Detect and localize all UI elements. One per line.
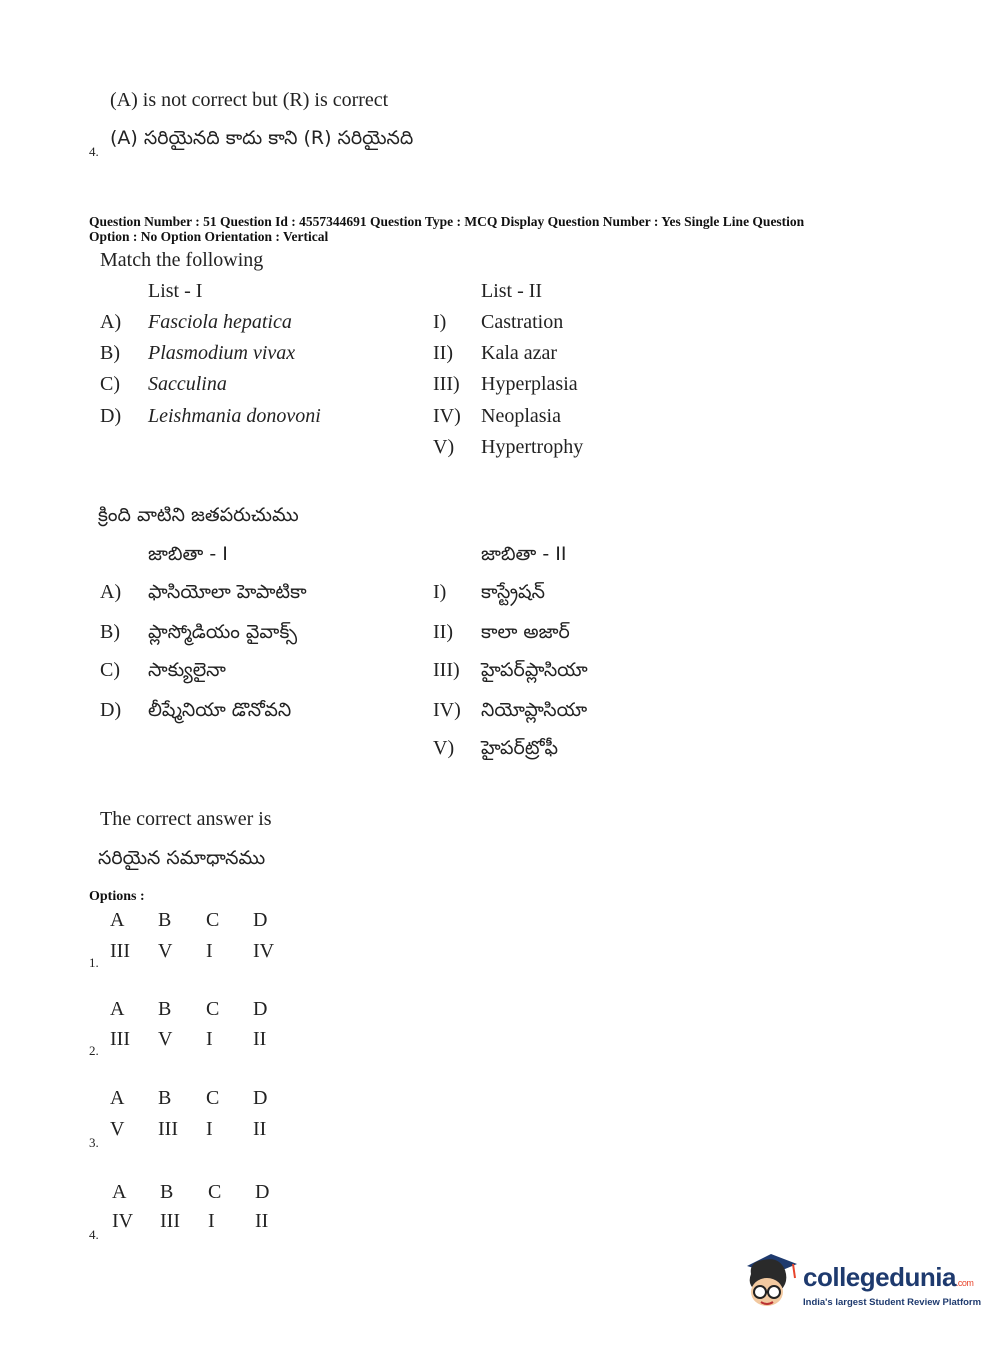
option-value: I: [206, 1028, 213, 1050]
question-prompt-english: Match the following: [100, 249, 264, 271]
logo-suffix: .com: [955, 1278, 974, 1288]
option-header: C: [208, 1181, 222, 1203]
list2-item: హైపర్‌ట్రోఫీ: [481, 737, 559, 759]
list2-item: Hypertrophy: [481, 436, 584, 458]
list1-label: D): [100, 699, 122, 721]
question-meta-line1: Question Number : 51 Question Id : 4557344691 Question Type : MCQ Display Question Number : Yes Single Line Question: [89, 214, 805, 229]
option-header: D: [253, 909, 268, 931]
prev-option-telugu: (A) సరియైనది కాదు కాని (R) సరియైనది: [110, 127, 414, 149]
list2-label: IV): [433, 699, 461, 721]
list2-item: కాస్ట్రేషన్: [481, 581, 545, 603]
list2-item: Hyperplasia: [481, 373, 578, 395]
list1-label: B): [100, 621, 120, 643]
list2-header: List - II: [481, 280, 543, 302]
option-value: III: [160, 1210, 180, 1232]
list2-item: Neoplasia: [481, 405, 561, 427]
list2-label: I): [433, 311, 447, 333]
option-number: 3.: [89, 1135, 99, 1150]
option-value: II: [253, 1028, 267, 1050]
list2-label: II): [433, 621, 453, 643]
list1-item: సాక్యులైనా: [148, 659, 226, 681]
list2-label: I): [433, 581, 447, 603]
list1-item: Fasciola hepatica: [148, 311, 292, 333]
option-header: C: [206, 998, 220, 1020]
list1-item: లీష్మేనియా డొనోవని: [148, 699, 292, 721]
option-number: 4.: [89, 1227, 99, 1242]
list2-label: II): [433, 342, 453, 364]
prev-option-english: (A) is not correct but (R) is correct: [110, 89, 389, 111]
option-header: B: [158, 909, 172, 931]
option-value: IV: [112, 1210, 134, 1232]
list1-label: B): [100, 342, 120, 364]
option-value: IV: [253, 940, 275, 962]
list2-item: కాలా అజార్: [481, 621, 570, 643]
option-value: II: [255, 1210, 269, 1232]
list1-item: ప్లాస్మోడియం వైవాక్స్: [148, 621, 298, 643]
option-value: I: [208, 1210, 215, 1232]
list1-header-telugu: జాబితా - I: [148, 543, 228, 565]
option-value: V: [110, 1118, 125, 1140]
logo-wordmark: [803, 1262, 973, 1293]
list2-item: నియోప్లాసియా: [481, 699, 588, 721]
option-header: B: [160, 1181, 174, 1203]
option-value: II: [253, 1118, 267, 1140]
question-prompt-telugu: క్రింది వాటిని జతపరుచుము: [98, 504, 299, 526]
list1-item: Sacculina: [148, 373, 227, 395]
option-value: III: [158, 1118, 178, 1140]
option-header: A: [110, 1087, 125, 1109]
option-header: A: [110, 909, 125, 931]
answer-prompt-telugu: సరియైన సమాధానము: [98, 847, 266, 869]
option-value: I: [206, 1118, 213, 1140]
option-number: 1.: [89, 955, 99, 970]
option-value: III: [110, 1028, 130, 1050]
option-value: V: [158, 1028, 173, 1050]
option-header: D: [255, 1181, 270, 1203]
option-value: I: [206, 940, 213, 962]
list1-label: C): [100, 373, 120, 395]
list2-label: III): [433, 373, 460, 395]
prev-option-number: 4.: [89, 144, 99, 159]
logo-name: collegedunia: [803, 1262, 956, 1292]
list1-header: List - I: [148, 280, 203, 302]
list1-label: A): [100, 581, 122, 603]
option-value: V: [158, 940, 173, 962]
list2-item: Castration: [481, 311, 564, 333]
option-number: 2.: [89, 1043, 99, 1058]
list2-label: III): [433, 659, 460, 681]
option-header: C: [206, 909, 220, 931]
option-value: III: [110, 940, 130, 962]
list2-header-telugu: జాబితా - II: [481, 543, 567, 565]
list1-label: C): [100, 659, 120, 681]
list1-label: A): [100, 311, 122, 333]
option-header: A: [110, 998, 125, 1020]
option-header: D: [253, 1087, 268, 1109]
option-header: B: [158, 998, 172, 1020]
question-meta-line2: Option : No Option Orientation : Vertical: [89, 229, 329, 244]
list2-label: V): [433, 436, 455, 458]
option-header: A: [112, 1181, 127, 1203]
list1-item: ఫాసియోలా హెపాటికా: [148, 581, 307, 603]
list1-item: Plasmodium vivax: [148, 342, 296, 364]
logo-tagline: India's largest Student Review Platform: [803, 1297, 982, 1308]
list1-label: D): [100, 405, 122, 427]
list2-item: హైపర్‌ప్లాసియా: [481, 659, 588, 681]
list2-item: Kala azar: [481, 342, 558, 364]
list1-item: Leishmania donovoni: [148, 405, 321, 427]
mascot-icon: [741, 1248, 801, 1312]
option-header: D: [253, 998, 268, 1020]
collegedunia-logo: [741, 1248, 982, 1314]
options-label: Options :: [89, 889, 145, 904]
option-header: C: [206, 1087, 220, 1109]
option-header: B: [158, 1087, 172, 1109]
answer-prompt-english: The correct answer is: [100, 808, 272, 830]
list2-label: IV): [433, 405, 461, 427]
list2-label: V): [433, 737, 455, 759]
